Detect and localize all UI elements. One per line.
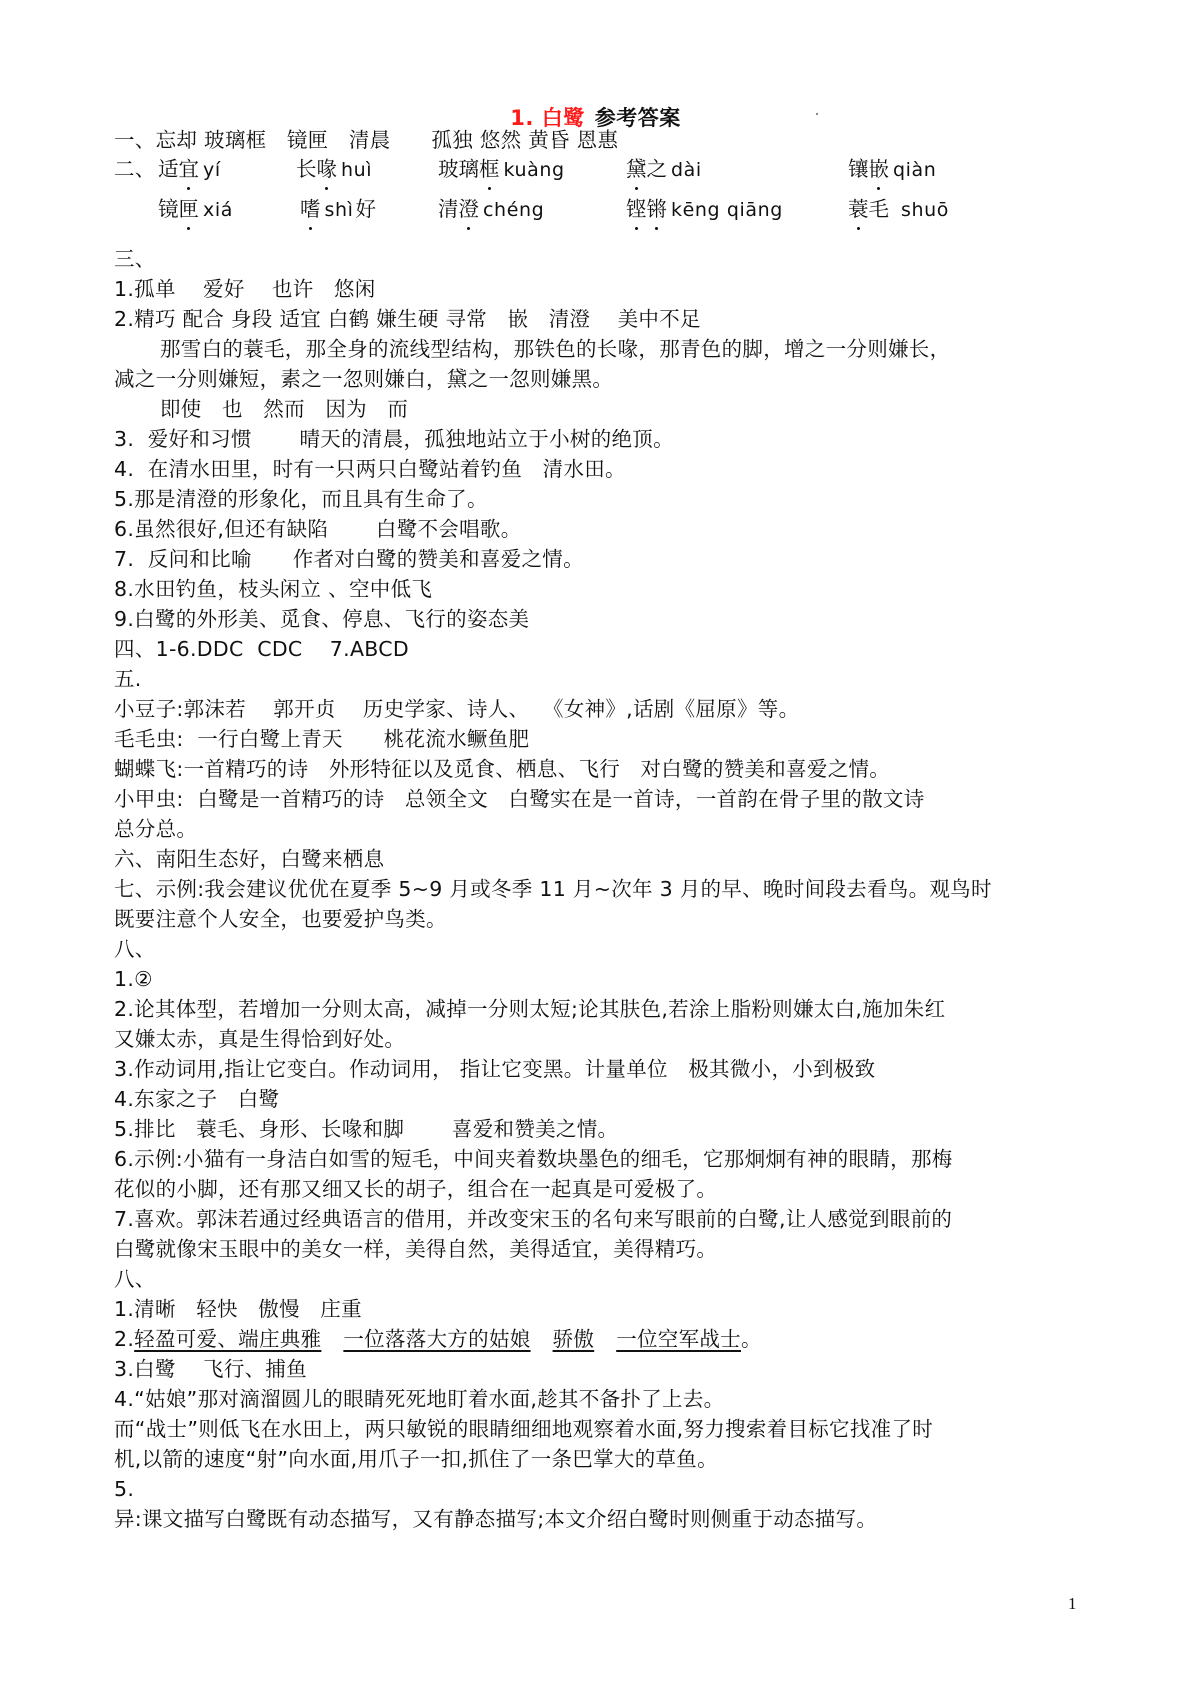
answer-line: 6.示例:小猫有一身洁白如雪的短毛，中间夹着数块墨色的细毛，它那炯炯有神的眼睛，那梅 (114, 1147, 953, 1171)
word-part: 好 (355, 197, 377, 221)
answer-line: 总分总。 (114, 817, 198, 841)
word-part: 长 (296, 157, 317, 181)
answer-line: 7.喜欢。郭沫若通过经典语言的借用，并改变宋玉的名句来写眼前的白鹭,让人感觉到眼前的 (114, 1207, 953, 1231)
word-part: 适 (158, 157, 179, 181)
answer-line: 5.排比 蓑毛、身形、长喙和脚 喜爱和赞美之情。 (114, 1117, 619, 1141)
section-8-label: 八、 (114, 937, 156, 961)
pinyin: yí (203, 159, 221, 181)
pinyin: xiá (203, 199, 233, 221)
answer-line: 9.白鹭的外形美、觅食、停息、飞行的姿态美 (114, 607, 530, 631)
answer-line: 毛毛虫: 一行白鹭上青天 桃花流水鳜鱼肥 (114, 727, 530, 751)
answer-line: 既要注意个人安全，也要爱护鸟类。 (114, 907, 447, 931)
word-part: 清 (438, 197, 459, 221)
word-part: 玻璃 (438, 157, 479, 181)
section-5-label: 五. (114, 667, 142, 691)
underlined-answer: 一位空军战士 (616, 1327, 741, 1351)
section-2-label: 二、 (114, 157, 156, 181)
pinyin: kēng qiāng (671, 199, 783, 221)
dotted-char: 宜 (178, 157, 199, 181)
section-1 (114, 127, 618, 153)
dotted-char: 框 (479, 157, 500, 181)
pinyin-item (438, 196, 544, 223)
dotted-char: 嵌 (868, 157, 889, 181)
section-1-answers: 忘却 玻璃框 镜匣 清晨 孤独 悠然 黄昏 恩惠 (155, 128, 619, 152)
answer-line: 4. 在清水田里，时有一只两只白鹭站着钓鱼 清水田。 (114, 457, 626, 481)
pinyin-item (300, 196, 376, 223)
answer-line: 小甲虫: 白鹭是一首精巧的诗 总领全文 白鹭实在是一首诗，一首韵在骨子里的散文诗 (114, 787, 925, 811)
answer-line: 而“战士”则低飞在水田上，两只敏锐的眼睛细细地观察着水面,努力搜索着目标它找准了时 (114, 1417, 934, 1441)
punctuation: 。 (741, 1327, 762, 1351)
pinyin-item (848, 196, 949, 223)
underlined-answer: 骄傲 (552, 1327, 595, 1351)
pinyin-item (158, 196, 233, 223)
dotted-char: 喙 (316, 157, 337, 181)
answer-line: 蝴蝶飞:一首精巧的诗 外形特征以及觅食、栖息、飞行 对白鹭的赞美和喜爱之情。 (114, 757, 891, 781)
answer-line: 2.论其体型，若增加一分则太高，减掉一分则太短;论其肤色,若涂上脂粉则嫌太白,施加朱红 (114, 997, 946, 1021)
answer-line: 5.那是清澄的形象化，而且具有生命了。 (114, 487, 488, 511)
section-4: 四、1-6.DDC CDC 7.ABCD (114, 637, 409, 661)
answer-line: 白鹭就像宋玉眼中的美女一样，美得自然，美得适宜，美得精巧。 (114, 1237, 718, 1261)
word-part: 之 (646, 157, 667, 181)
pinyin-item (626, 156, 702, 183)
answer-line: 异:课文描写白鹭既有动态描写，又有静态描写;本文介绍白鹭时则侧重于动态描写。 (114, 1507, 878, 1531)
word-part: 毛 (868, 197, 889, 221)
section-1-label: 一、 (114, 128, 156, 152)
section-8b-label: 八、 (114, 1267, 156, 1291)
answer-line: 那雪白的蓑毛，那全身的流线型结构，那铁色的长喙，那青色的脚，增之一分则嫌长， (160, 337, 951, 361)
pinyin-item (158, 156, 221, 183)
answer-line: 1.清晰 轻快 傲慢 庄重 (114, 1297, 362, 1321)
title-topic: 1. 白鹭 (510, 106, 585, 130)
pinyin: shuō (901, 199, 950, 221)
answer-line: 4.东家之子 白鹭 (114, 1087, 280, 1111)
dotted-char: 澄 (458, 197, 479, 221)
word-part: 镶 (848, 157, 869, 181)
answer-line: 6.虽然很好,但还有缺陷 白鹭不会唱歌。 (114, 517, 522, 541)
answer-line: 4.“姑娘”那对滴溜圆儿的眼睛死死地盯着水面,趁其不备扑了上去。 (114, 1387, 725, 1411)
pinyin: qiàn (893, 159, 937, 181)
section-6: 六、南阳生态好，白鹭来栖息 (114, 847, 385, 871)
answer-line: 1.② (114, 967, 153, 991)
dotted-char: 嗜 (300, 197, 321, 221)
dotted-char: 铿 (626, 197, 647, 221)
pinyin-item (626, 196, 783, 223)
dotted-char: 锵 (646, 197, 667, 221)
page-number: 1 (1068, 1594, 1077, 1613)
answer-line: 减之一分则嫌短，素之一忽则嫌白，黛之一忽则嫌黑。 (114, 367, 614, 391)
pinyin-item (848, 156, 936, 183)
answer-line: 1.孤单 爱好 也许 悠闲 (114, 277, 376, 301)
underlined-answer: 轻盈可爱、端庄典雅 (134, 1327, 322, 1351)
answer-line: 3.作动词用,指让它变白。作动词用， 指让它变黑。计量单位 极其微小，小到极致 (114, 1057, 876, 1081)
pinyin-item (438, 156, 565, 183)
answer-line: 又嫌太赤，真是生得恰到好处。 (114, 1027, 406, 1051)
title-suffix: 参考答案 (594, 106, 681, 130)
answer-line-underlined (114, 1326, 762, 1352)
underlined-answer: 一位落落大方的姑娘 (343, 1327, 531, 1351)
word-part: 镜 (158, 197, 179, 221)
answer-line: 小豆子:郭沫若 郭开贞 历史学家、诗人、 《女神》,话剧《屈原》等。 (114, 697, 800, 721)
item-number: 2. (114, 1327, 135, 1351)
section-3-label: 三、 (114, 247, 156, 271)
pinyin: dài (671, 159, 702, 181)
answer-line: 3.白鹭 飞行、捕鱼 (114, 1357, 308, 1381)
answer-line: 2.精巧 配合 身段 适宜 白鹤 嫌生硬 寻常 嵌 清澄 美中不足 (114, 307, 701, 331)
answer-line: 七、示例:我会建议优优在夏季 5~9 月或冬季 11 月~次年 3 月的早、晚时间段去看鸟。观鸟时 (114, 877, 992, 901)
answer-line: 8.水田钓鱼，枝头闲立 、空中低飞 (114, 577, 433, 601)
answer-line: 花似的小脚，还有那又细又长的胡子，组合在一起真是可爱极了。 (114, 1177, 718, 1201)
pinyin: shì (324, 199, 354, 221)
answer-line: 5. (114, 1477, 135, 1501)
answer-line: 即使 也 然而 因为 而 (160, 397, 409, 421)
answer-line: 机,以箭的速度“射”向水面,用爪子一扣,抓住了一条巴掌大的草鱼。 (114, 1447, 718, 1471)
dotted-char: 黛 (626, 157, 647, 181)
scan-artifact-dot (816, 113, 818, 115)
pinyin: kuàng (503, 159, 565, 181)
pinyin: chéng (483, 199, 545, 221)
pinyin: huì (341, 159, 373, 181)
answer-line: 3. 爱好和习惯 晴天的清晨，孤独地站立于小树的绝顶。 (114, 427, 674, 451)
dotted-char: 蓑 (848, 197, 869, 221)
answer-line: 7. 反问和比喻 作者对白鹭的赞美和喜爱之情。 (114, 547, 584, 571)
pinyin-item (296, 156, 372, 183)
dotted-char: 匣 (178, 197, 199, 221)
